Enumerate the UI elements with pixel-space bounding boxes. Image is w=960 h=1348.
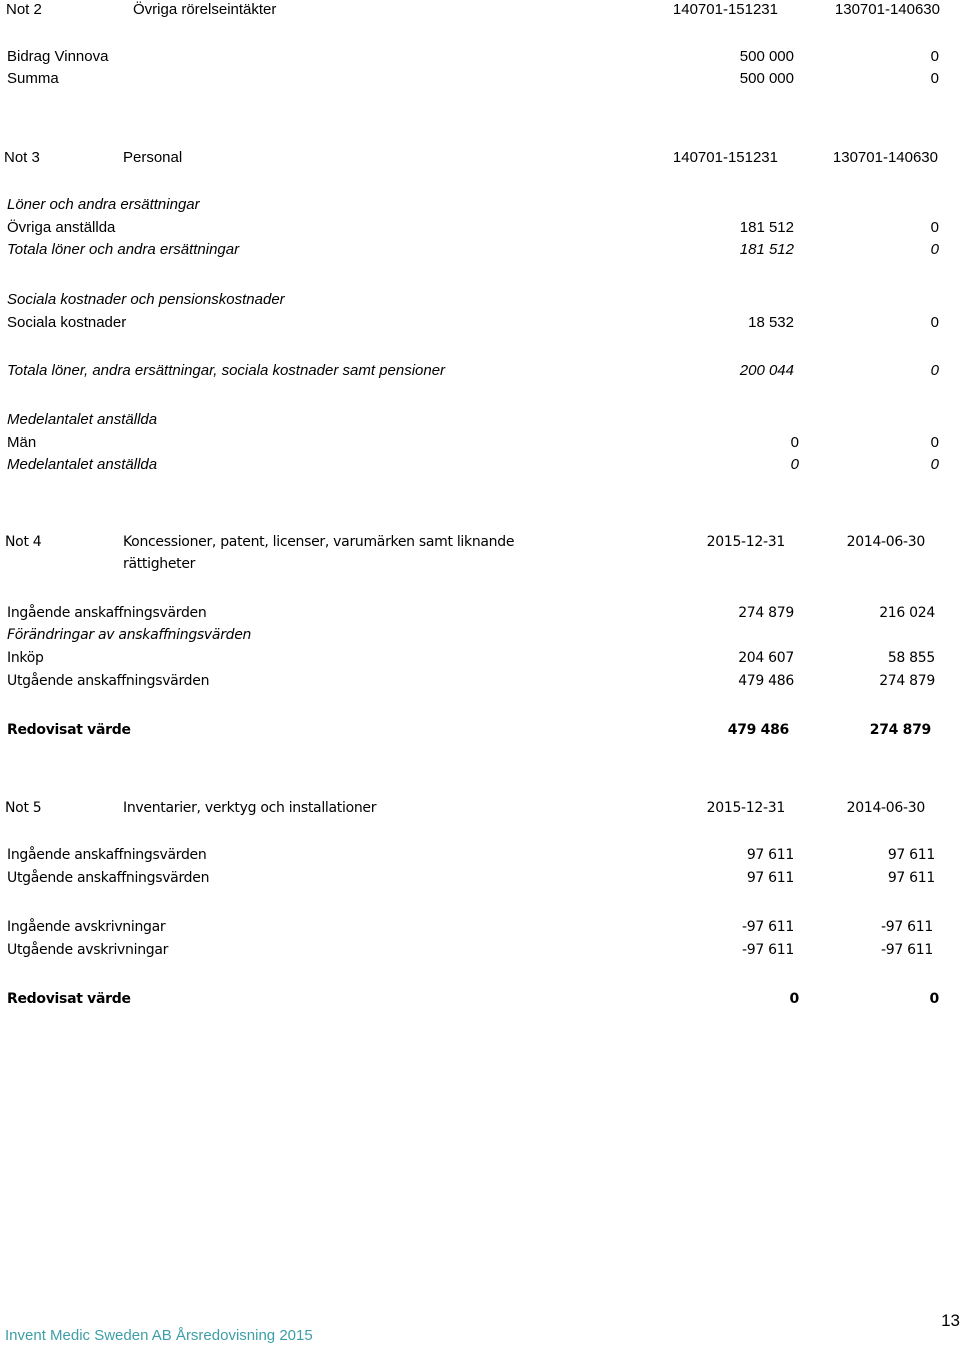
not2-title: Övriga rörelseintäkter <box>133 1 277 18</box>
not2-col2-header: 130701-140630 <box>834 1 940 18</box>
not4-ingaende-value-1: 274 879 <box>738 605 794 621</box>
not3-totala-all-value-2: 0 <box>930 362 939 379</box>
not3-totala-loner-label: Totala löner och andra ersättningar <box>7 241 240 258</box>
page-number: 13 <box>941 1311 960 1330</box>
not3-sociala-value-1: 18 532 <box>748 314 794 331</box>
not3-sociala-heading: Sociala kostnader och pensionskostnader <box>7 291 285 308</box>
not4-forandringar-heading: Förändringar av anskaffningsvärden <box>7 627 252 643</box>
not4-title-line2: rättigheter <box>123 556 196 572</box>
not5-utgaende-value-1: 97 611 <box>746 870 794 886</box>
not5-ingaende-avskr-value-1: -97 611 <box>742 919 794 935</box>
not5-redovisat-label: Redovisat värde <box>7 991 131 1007</box>
not4-redovisat-value-1: 479 486 <box>727 722 789 738</box>
not5-ingaende-value-2: 97 611 <box>887 847 935 863</box>
not3-ovriga-label: Övriga anställda <box>7 219 116 236</box>
not4-title-line1: Koncessioner, patent, licenser, varumärken samt liknande <box>123 534 515 550</box>
not2-row-value-2: 0 <box>930 48 939 65</box>
not3-ovriga-value-2: 0 <box>930 219 939 236</box>
footer-company-text: Invent Medic Sweden AB Årsredovisning 2015 <box>5 1327 313 1344</box>
not3-medel-total-label: Medelantalet anställda <box>7 456 158 473</box>
not3-medel-total-value-1: 0 <box>790 456 799 473</box>
not4-ingaende-value-2: 216 024 <box>879 605 935 621</box>
not4-inkop-value-2: 58 855 <box>887 650 935 666</box>
not2-row-value-1: 500 000 <box>739 48 794 65</box>
not2-summa-value-1: 500 000 <box>739 70 794 87</box>
not5-redovisat-value-1: 0 <box>789 991 799 1007</box>
not3-totala-loner-value-2: 0 <box>930 241 939 258</box>
not5-ingaende-label: Ingående anskaffningsvärden <box>7 847 207 863</box>
not3-medel-heading: Medelantalet anställda <box>7 411 158 428</box>
not4-redovisat-label: Redovisat värde <box>7 722 131 738</box>
not5-ingaende-value-1: 97 611 <box>746 847 794 863</box>
not5-redovisat-value-2: 0 <box>929 991 939 1007</box>
not5-utgaende-avskr-value-2: -97 611 <box>881 942 933 958</box>
not3-col2-header: 130701-140630 <box>832 149 938 166</box>
not3-man-value-1: 0 <box>790 434 799 451</box>
not2-row-label: Bidrag Vinnova <box>7 48 109 65</box>
not4-inkop-value-1: 204 607 <box>738 650 794 666</box>
not5-label: Not 5 <box>5 800 42 816</box>
not5-utgaende-label: Utgående anskaffningsvärden <box>7 870 210 886</box>
not4-utgaende-value-1: 479 486 <box>738 673 794 689</box>
not3-ovriga-value-1: 181 512 <box>739 219 794 236</box>
not3-sociala-value-2: 0 <box>930 314 939 331</box>
not3-sociala-label: Sociala kostnader <box>7 314 127 331</box>
not5-utgaende-avskr-value-1: -97 611 <box>742 942 794 958</box>
not4-inkop-label: Inköp <box>7 650 44 666</box>
not4-label: Not 4 <box>5 534 42 550</box>
not5-title: Inventarier, verktyg och installationer <box>123 800 377 816</box>
not2-summa-value-2: 0 <box>930 70 939 87</box>
not5-utgaende-value-2: 97 611 <box>887 870 935 886</box>
not2-col1-header: 140701-151231 <box>672 1 778 18</box>
not4-utgaende-label: Utgående anskaffningsvärden <box>7 673 210 689</box>
not4-ingaende-label: Ingående anskaffningsvärden <box>7 605 207 621</box>
not5-ingaende-avskr-label: Ingående avskrivningar <box>7 919 166 935</box>
not3-man-label: Män <box>7 434 37 451</box>
not3-title: Personal <box>123 149 183 166</box>
not5-ingaende-avskr-value-2: -97 611 <box>881 919 933 935</box>
not5-col2-header: 2014-06-30 <box>846 800 925 816</box>
not2-summa-label: Summa <box>7 70 59 87</box>
not4-col2-header: 2014-06-30 <box>846 534 925 550</box>
not3-totala-all-label: Totala löner, andra ersättningar, sociala kostnader samt pensioner <box>7 362 446 379</box>
not3-totala-all-value-1: 200 044 <box>739 362 794 379</box>
not2-label: Not 2 <box>6 1 42 18</box>
not3-man-value-2: 0 <box>930 434 939 451</box>
not3-col1-header: 140701-151231 <box>672 149 778 166</box>
not3-medel-total-value-2: 0 <box>930 456 939 473</box>
not4-col1-header: 2015-12-31 <box>706 534 785 550</box>
not5-col1-header: 2015-12-31 <box>706 800 785 816</box>
not4-redovisat-value-2: 274 879 <box>869 722 931 738</box>
not5-utgaende-avskr-label: Utgående avskrivningar <box>7 942 169 958</box>
not3-loner-heading: Löner och andra ersättningar <box>7 196 200 213</box>
not3-label: Not 3 <box>4 149 40 166</box>
not4-utgaende-value-2: 274 879 <box>879 673 935 689</box>
not3-totala-loner-value-1: 181 512 <box>739 241 794 258</box>
